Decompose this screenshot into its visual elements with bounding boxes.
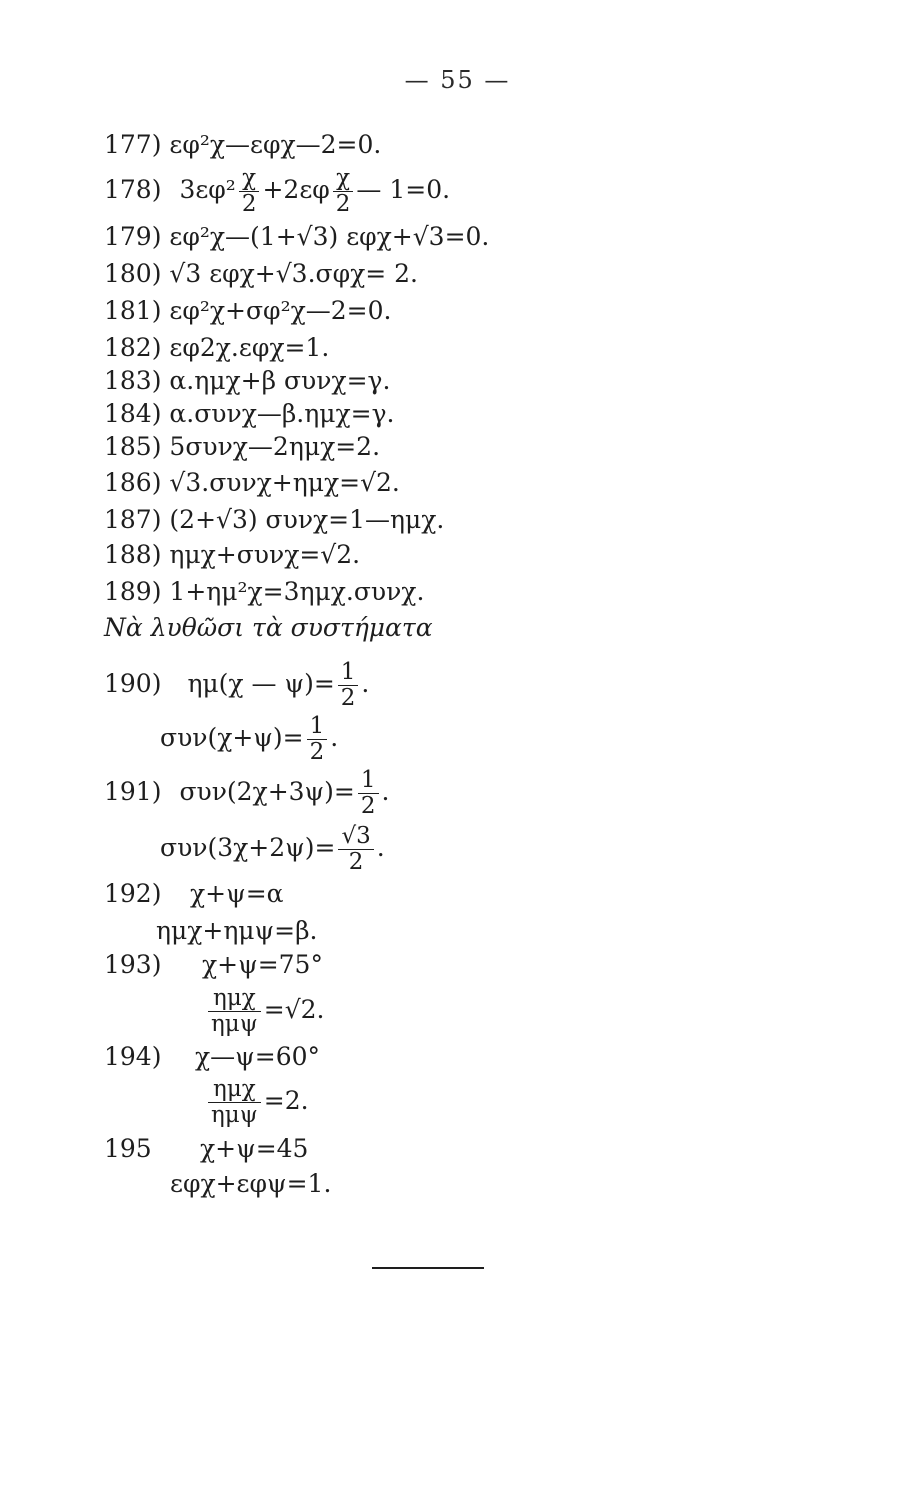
exercise-194-number: 194) [104,1042,162,1071]
exercise-184: 184) α.συνχ—β.ημχ=γ. [104,399,395,428]
exercise-194-eq2 [205,1077,309,1128]
numerator: ημχ [208,1077,261,1103]
expression-part: συν(3χ+2ψ)= [160,833,336,862]
numerator: √3 [338,824,373,850]
expression-part: =√2. [263,995,325,1024]
numerator: 1 [338,660,359,686]
exercise-193-eq2 [205,986,325,1037]
expression-part: +2εφ [262,175,330,204]
exercise-189: 189) 1+ημ²χ=3ημχ.συνχ. [104,577,425,606]
numerator: 1 [307,714,328,740]
denominator: 2 [241,191,257,217]
expression-part: =2. [263,1086,309,1115]
exercise-192-eq2: ημχ+ημψ=β. [156,916,318,945]
exercise-192-eq1: χ+ψ=α [190,879,284,908]
expression-part: 3εφ² [179,175,236,204]
numerator: χ [239,166,260,192]
exercise-178 [104,166,450,217]
exercise-number: 178) [104,175,162,204]
fraction [358,768,379,819]
denominator: 2 [309,739,325,765]
fraction [333,166,354,217]
expression-part: — 1=0. [356,175,451,204]
fraction [239,166,260,217]
page-number: — 55 — [404,66,511,94]
fraction [307,714,328,765]
exercise-183: 183) α.ημχ+β συνχ=γ. [104,366,391,395]
exercise-193-number: 193) [104,950,162,979]
expression-part: . [361,669,370,698]
exercise-182: 182) εφ2χ.εφχ=1. [104,333,330,362]
denominator: ημψ [211,1011,258,1037]
denominator: 2 [360,793,376,819]
numerator: 1 [358,768,379,794]
exercise-180: 180) √3 εφχ+√3.σφχ= 2. [104,259,419,288]
exercise-192-number: 192) [104,879,162,908]
systems-heading: Νὰ λυθῶσι τὰ συστήματα [104,613,433,642]
exercise-179: 179) εφ²χ—(1+√3) εφχ+√3=0. [104,222,490,251]
expression-part: . [330,723,339,752]
exercise-190-eq1 [104,660,369,711]
expression-part: συν(χ+ψ)= [160,723,304,752]
exercise-177: 177) εφ²χ—εφχ—2=0. [104,130,382,159]
expression-part: συν(2χ+3ψ)= [179,777,355,806]
denominator: 2 [340,685,356,711]
exercise-number: 190) [104,669,162,698]
denominator: 2 [348,849,364,875]
numerator: ημχ [208,986,261,1012]
exercise-191-eq2 [160,824,385,875]
exercise-194-eq1: χ—ψ=60° [195,1042,321,1071]
denominator: 2 [335,191,351,217]
exercise-181: 181) εφ²χ+σφ²χ—2=0. [104,296,392,325]
exercise-188: 188) ημχ+συνχ=√2. [104,540,361,569]
expression-part: ημ(χ — ψ)= [187,669,335,698]
exercise-190-eq2 [160,714,338,765]
exercise-187: 187) (2+√3) συνχ=1—ημχ. [104,505,445,534]
fraction [208,986,261,1037]
exercise-195-number: 195 [104,1134,152,1163]
expression-part: . [376,833,385,862]
expression-part: . [381,777,390,806]
fraction [338,824,373,875]
exercise-195-eq2: εφχ+εφψ=1. [170,1169,332,1198]
end-rule [372,1267,484,1269]
exercise-193-eq1: χ+ψ=75° [202,950,323,979]
denominator: ημψ [211,1102,258,1128]
exercise-number: 191) [104,777,162,806]
exercise-191-eq1 [104,768,389,819]
fraction [208,1077,261,1128]
exercise-186: 186) √3.συνχ+ημχ=√2. [104,468,400,497]
exercise-195-eq1: χ+ψ=45 [200,1134,309,1163]
exercise-185: 185) 5συνχ—2ημχ=2. [104,432,381,461]
fraction [338,660,359,711]
numerator: χ [333,166,354,192]
